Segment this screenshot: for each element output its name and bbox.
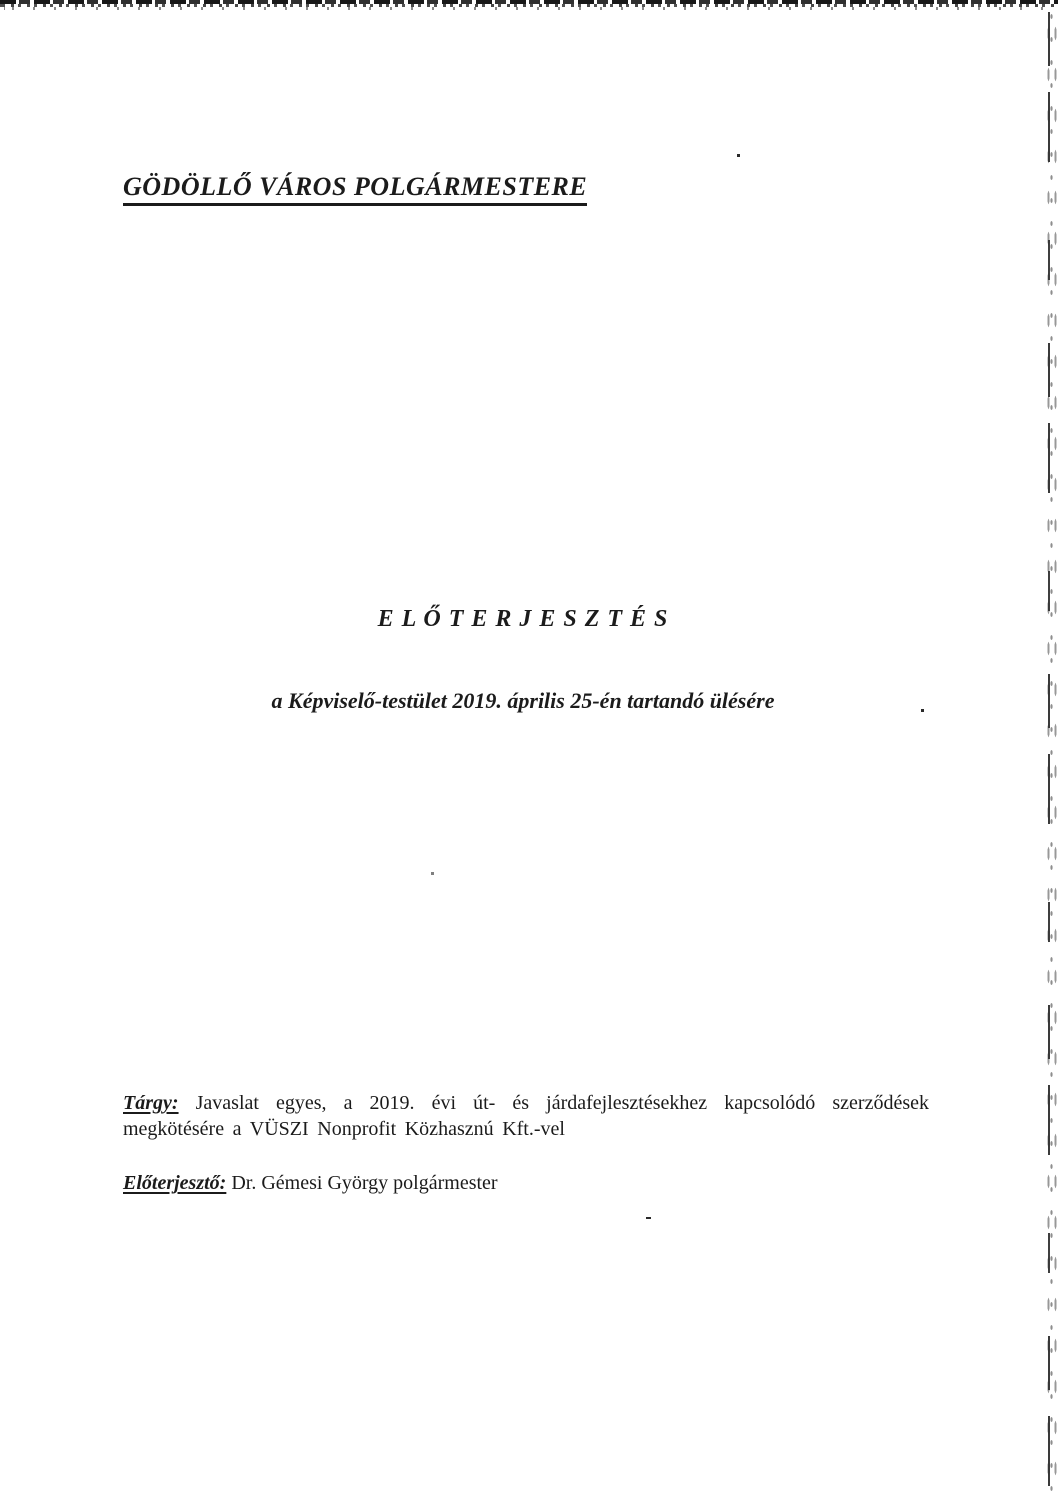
letterhead-sender-title: GÖDÖLLŐ VÁROS POLGÁRMESTERE	[123, 172, 587, 206]
scan-artifact-right-edge-noise	[1043, 0, 1058, 1497]
session-subtitle: a Képviselő-testület 2019. április 25-én tartandó ülésére	[271, 688, 775, 713]
document-title: E L Ő T E R J E S Z T É S	[377, 606, 669, 632]
subject-text: Javaslat egyes, a 2019. évi út- és járdafejlesztésekhez kapcsolódó szerződések megkötésére a VÜSZI Nonprofit Közhasznú Kft.-vel	[123, 1092, 929, 1140]
subject-paragraph	[123, 1090, 929, 1142]
presenter-line	[123, 1170, 929, 1196]
presenter-text: Dr. Gémesi György polgármester	[231, 1172, 498, 1194]
scan-noise-speck	[431, 872, 434, 875]
scan-noise-speck	[646, 1217, 651, 1219]
scan-noise-speck	[737, 154, 740, 157]
scan-artifact-top-edge	[0, 0, 1058, 10]
presenter-label: Előterjesztő:	[123, 1172, 227, 1194]
subject-label: Tárgy:	[123, 1092, 179, 1114]
